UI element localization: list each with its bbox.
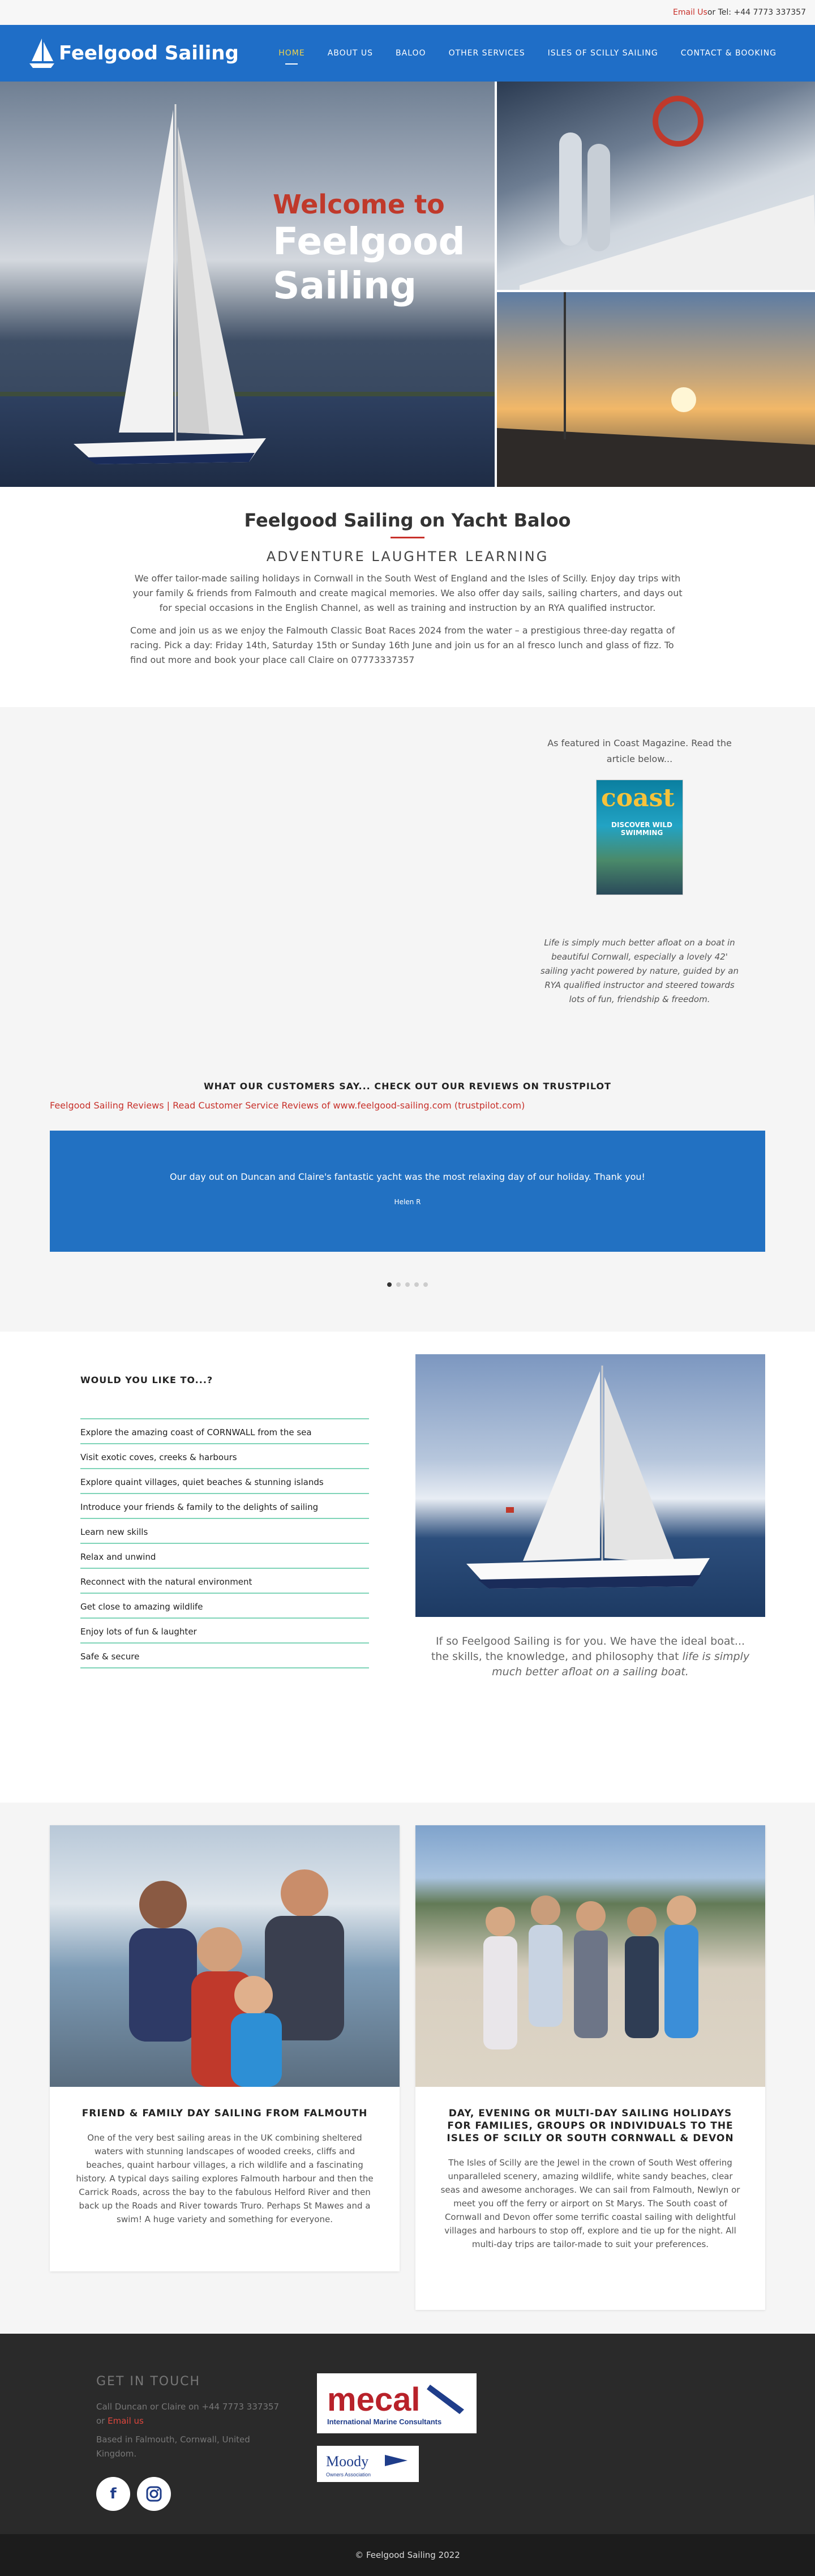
card-title: DAY, EVENING OR MULTI-DAY SAILING HOLIDAYS FOR FAMILIES, GROUPS OR INDIVIDUALS TO THE ISLES OF SCILLY OR SOUTH CORNWALL & DEVON bbox=[447, 2108, 734, 2144]
site-footer bbox=[0, 2334, 815, 2576]
hero-line1: Feelgood bbox=[273, 220, 465, 263]
coast-sidebar bbox=[538, 735, 741, 1007]
family-day-sailing-card bbox=[50, 1825, 400, 2271]
card-body: The Isles of Scilly are the Jewel in the crown of South West offering unparalleled scenery, amazing wildlife, white sandy beaches, clear seas and awesome anchorages. We can sail from Falmouth, Newlyn or meet you off the ferry or airport on St Marys. The South coast of Cornwall and Devon offer some terrific coastal sailing with delightful villages and harbours to stop off, explore and tie up for the night. All multi-day trips are tailor-made to suit your preferences. bbox=[440, 2158, 740, 2249]
nav-about-us[interactable]: ABOUT US bbox=[327, 49, 374, 58]
site-logo[interactable] bbox=[27, 37, 239, 69]
footer-location: Based in Falmouth, Cornwall, United Kingdom. bbox=[96, 2434, 250, 2459]
list-item: Introduce your friends & family to the delights of sailing bbox=[80, 1494, 369, 1519]
intro-title: Feelgood Sailing on Yacht Baloo bbox=[244, 510, 571, 531]
list-item: Visit exotic coves, creeks & harbours bbox=[80, 1444, 369, 1469]
brand-name: Feelgood Sailing bbox=[59, 42, 239, 65]
wyl-summary-b: life is simply much better afloat on a sailing boat. bbox=[492, 1650, 750, 1678]
review-slide bbox=[50, 1131, 765, 1252]
list-item: Learn new skills bbox=[80, 1519, 369, 1544]
slider-dot-3[interactable] bbox=[405, 1282, 410, 1287]
hero-side-images bbox=[495, 82, 815, 487]
family-photo bbox=[50, 1825, 400, 2087]
email-us-link[interactable]: Email Us bbox=[673, 8, 707, 17]
sailboat-logo-icon bbox=[27, 37, 57, 69]
footer-call-text: Call Duncan or Claire on +44 7773 337357 bbox=[96, 2402, 280, 2412]
beach-group-photo bbox=[415, 1825, 765, 2087]
slider-dots bbox=[0, 1282, 815, 1287]
hero-sunset-image bbox=[495, 292, 815, 487]
sunset-graphic bbox=[497, 292, 815, 487]
slider-dot-1[interactable] bbox=[387, 1282, 392, 1287]
footer-email-line bbox=[96, 2414, 279, 2428]
holidays-card bbox=[415, 1825, 765, 2310]
social-links bbox=[96, 2477, 279, 2511]
instagram-icon[interactable] bbox=[137, 2477, 171, 2511]
hero-main-image bbox=[0, 82, 495, 487]
mecal-logo-graphic bbox=[317, 2373, 477, 2433]
list-item: Explore the amazing coast of CORNWALL from the sea bbox=[80, 1418, 369, 1444]
hero-title bbox=[273, 189, 465, 308]
list-item: Enjoy lots of fun & laughter bbox=[80, 1619, 369, 1644]
list-item: Get close to amazing wildlife bbox=[80, 1594, 369, 1619]
get-in-touch-heading: GET IN TOUCH bbox=[96, 2374, 201, 2389]
review-text: Our day out on Duncan and Claire's fantastic yacht was the most relaxing day of our holiday. Thank you! bbox=[170, 1171, 645, 1182]
reviews-heading: WHAT OUR CUSTOMERS SAY... CHECK OUT OUR REVIEWS ON TRUSTPILOT bbox=[204, 1081, 611, 1092]
wyl-summary bbox=[428, 1634, 753, 1680]
intro-paragraph-2: Come and join us as we enjoy the Falmouth Classic Boat Races 2024 from the water – a prestigious three-day regatta of racing. Pick a day: Friday 14th, Saturday 15th or Sunday 16th June and join us for an al fresco lunch and glass of fizz. To find out more and book your place call Claire on 07773337357 bbox=[130, 625, 675, 665]
card-body: One of the very best sailing areas in the UK combining sheltered waters with stunning landscapes of wooded creeks, cliffs and beaches, quaint harbour villages, a rich wildlife and a fascinating history. A typical days sailing explores Falmouth harbour and then the Carrick Roads, across the bay to the fabulous Helford River and then back up the Roads and River towards Truro. Perhaps St Mawes and a swim! A huge variety and something for everyone. bbox=[76, 2133, 374, 2224]
get-in-touch bbox=[96, 2374, 279, 2511]
sailing-cards-section bbox=[0, 1803, 815, 2334]
title-divider bbox=[391, 537, 424, 538]
intro-section bbox=[0, 487, 815, 707]
footer-or: or bbox=[96, 2416, 108, 2426]
coast-featured-text: As featured in Coast Magazine. Read the article below... bbox=[547, 738, 732, 764]
intro-paragraph-1: We offer tailor-made sailing holidays in Cornwall in the South West of England and the Isles of Scilly. Enjoy day trips with your family & friends from Falmouth and create magical memories. We also offer day sails, sailing charters, and days out for special occasions in the English Channel, as well as training and instruction by an RYA qualified instructor. bbox=[132, 573, 683, 613]
top-bar bbox=[0, 0, 815, 25]
yacht-graphic bbox=[415, 1354, 765, 1617]
mecal-logo[interactable] bbox=[317, 2373, 477, 2433]
review-author: Helen R bbox=[394, 1198, 421, 1206]
slider-dot-4[interactable] bbox=[414, 1282, 419, 1287]
list-item: Explore quaint villages, quiet beaches & stunning islands bbox=[80, 1469, 369, 1494]
moody-logo-subtitle: Owners Association bbox=[326, 2472, 371, 2477]
wyl-heading: WOULD YOU LIKE TO...? bbox=[80, 1375, 213, 1385]
coast-quote: Life is simply much better afloat on a boat in beautiful Cornwall, especially a lovely 42' sailing yacht powered by nature, guided by an RYA qualified instructor and steered towards lots of fun, friendship & freedom. bbox=[541, 938, 739, 1004]
wyl-summary-a: If so Feelgood Sailing is for you. We have the ideal boat... the skills, the knowledge, and philosophy that bbox=[431, 1635, 745, 1663]
hero-deck-image bbox=[495, 82, 815, 292]
coast-magazine-cover[interactable] bbox=[596, 780, 683, 895]
hero-line2: Sailing bbox=[273, 264, 417, 307]
hero-section bbox=[0, 82, 815, 487]
boat-deck-graphic bbox=[497, 82, 815, 292]
mecal-logo-text: mecal bbox=[327, 2381, 421, 2418]
beach-group-graphic bbox=[415, 1825, 765, 2087]
instagram-glyph-icon bbox=[145, 2485, 162, 2502]
slider-dot-2[interactable] bbox=[396, 1282, 401, 1287]
list-item: Reconnect with the natural environment bbox=[80, 1569, 369, 1594]
mecal-logo-subtitle: International Marine Consultants bbox=[327, 2417, 442, 2426]
slider-dot-5[interactable] bbox=[423, 1282, 428, 1287]
nav-baloo[interactable]: BALOO bbox=[396, 49, 426, 58]
magazine-title: coast bbox=[601, 784, 675, 812]
moody-logo-graphic bbox=[317, 2446, 419, 2482]
card-title: FRIEND & FAMILY DAY SAILING FROM FALMOUTH bbox=[82, 2108, 368, 2119]
coast-section bbox=[0, 707, 815, 1332]
main-nav bbox=[267, 49, 788, 58]
phone-text: or Tel: +44 7773 337357 bbox=[707, 8, 806, 17]
copyright-bar: © Feelgood Sailing 2022 bbox=[0, 2534, 815, 2576]
nav-home[interactable]: HOME bbox=[267, 49, 316, 58]
magazine-headline: DISCOVER WILD SWIMMING bbox=[611, 821, 672, 837]
nav-isles-of-scilly[interactable]: ISLES OF SCILLY SAILING bbox=[547, 49, 658, 58]
footer-email-link[interactable]: Email us bbox=[108, 2416, 144, 2426]
nav-other-services[interactable]: OTHER SERVICES bbox=[448, 49, 525, 58]
would-you-like-section bbox=[0, 1332, 815, 1803]
moody-owners-logo[interactable] bbox=[317, 2446, 419, 2482]
nav-contact-booking[interactable]: CONTACT & BOOKING bbox=[680, 49, 777, 58]
yacht-photo bbox=[415, 1354, 765, 1617]
would-you-like-list bbox=[80, 1375, 369, 1668]
list-item: Safe & secure bbox=[80, 1644, 369, 1668]
trustpilot-link[interactable]: Feelgood Sailing Reviews | Read Customer Service Reviews of www.feelgood-sailing.com (trustpilot.com) bbox=[50, 1100, 525, 1111]
facebook-icon[interactable]: f bbox=[96, 2477, 130, 2511]
intro-tagline: ADVENTURE LAUGHTER LEARNING bbox=[266, 549, 549, 564]
site-header bbox=[0, 25, 815, 82]
family-graphic bbox=[50, 1825, 400, 2087]
moody-logo-text: Moody bbox=[326, 2453, 369, 2470]
hero-welcome: Welcome to bbox=[273, 189, 445, 220]
list-item: Relax and unwind bbox=[80, 1544, 369, 1569]
